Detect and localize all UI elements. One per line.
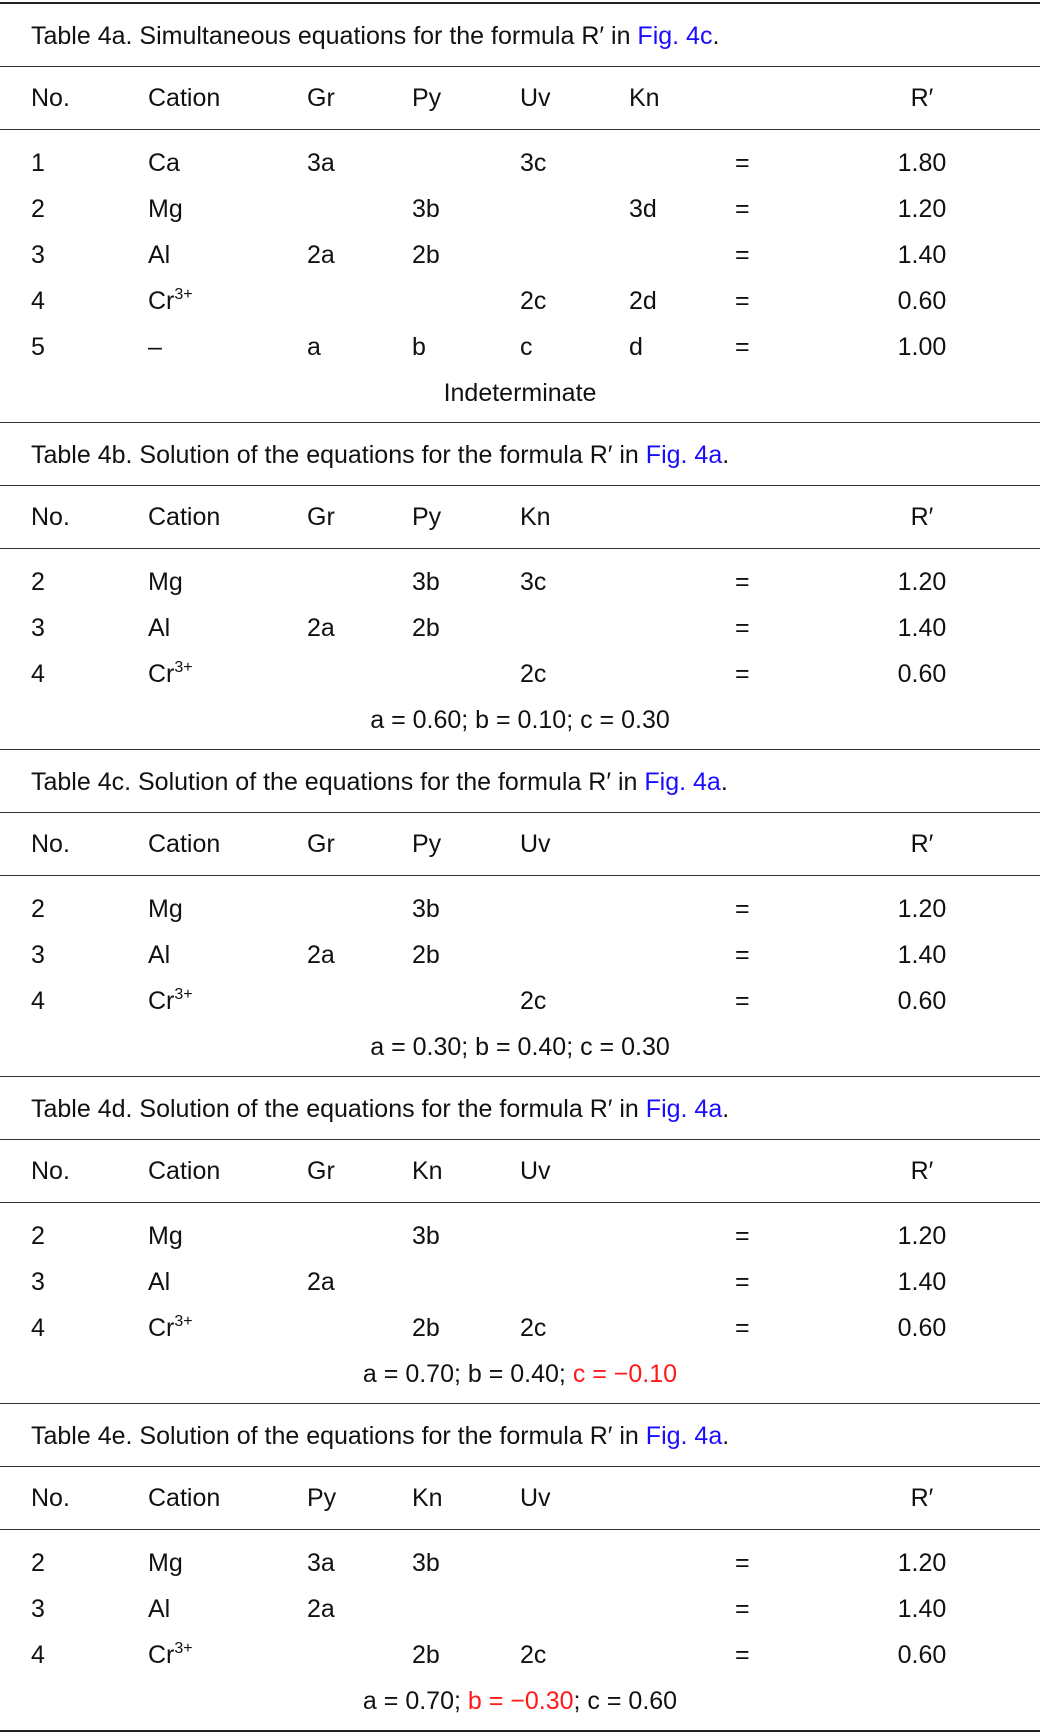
cell-text: 2b	[412, 1314, 440, 1342]
table-cell	[148, 559, 183, 605]
figure-link[interactable]: Fig. 4c	[637, 22, 713, 50]
cell-text: 3b	[412, 895, 440, 923]
charge-superscript: 3+	[174, 1640, 193, 1657]
note-text: a = 0.70; b = 0.40;	[362, 1360, 573, 1388]
column-header-r: R′	[910, 84, 934, 112]
table-cell	[148, 1259, 170, 1305]
table-cell	[412, 186, 440, 232]
table-cell	[148, 1586, 170, 1632]
table-cell	[412, 1540, 440, 1586]
figure-link[interactable]: Fig. 4a	[645, 441, 723, 469]
equals-sign: =	[735, 241, 750, 269]
r-value: 0.60	[897, 287, 947, 315]
table-cell	[629, 186, 657, 232]
cell-text: Cr	[148, 287, 175, 315]
cell-text: 3c	[520, 149, 547, 177]
equals-sign: =	[735, 941, 750, 969]
table-cell	[31, 1213, 45, 1259]
table-cell	[31, 186, 45, 232]
table-cell	[148, 886, 183, 932]
table-body	[0, 1203, 1040, 1403]
table-cell	[412, 324, 426, 370]
cell-text: Mg	[148, 895, 183, 923]
cell-text: 3b	[412, 1549, 440, 1577]
table-row	[0, 1305, 1040, 1351]
cell-text: 2a	[307, 241, 335, 269]
table-header-row	[0, 486, 1040, 549]
cell-text: 2b	[412, 614, 440, 642]
cell-text: 4	[31, 660, 45, 688]
table-cell	[412, 886, 440, 932]
table-cell	[31, 1586, 45, 1632]
table-cell	[31, 1632, 45, 1678]
caption-end: .	[720, 768, 728, 796]
charge-superscript: 3+	[174, 659, 193, 676]
table-row	[0, 1632, 1040, 1678]
table-cell	[307, 232, 335, 278]
cell-text: 2c	[520, 1641, 547, 1669]
table-row	[0, 932, 1040, 978]
cell-text: Cr	[148, 987, 175, 1015]
table-cell	[412, 605, 440, 651]
r-value: 1.20	[897, 895, 947, 923]
table-body	[0, 1530, 1040, 1730]
table-cell	[31, 324, 45, 370]
caption-end: .	[722, 1095, 730, 1123]
table-section	[0, 422, 1040, 749]
cell-text: 3	[31, 1595, 45, 1623]
column-header: No.	[31, 1484, 70, 1512]
r-value: 1.20	[897, 1549, 947, 1577]
cell-text: Al	[148, 941, 171, 969]
table-cell	[31, 278, 45, 324]
table-cell	[148, 605, 170, 651]
column-header: No.	[31, 503, 70, 531]
equals-sign: =	[735, 1641, 750, 1669]
table-cell	[412, 1632, 440, 1678]
table-header-row	[0, 813, 1040, 876]
table-cell	[31, 140, 45, 186]
table-cell	[520, 1632, 546, 1678]
cell-text: 2b	[412, 941, 440, 969]
solution-note	[0, 1351, 1040, 1397]
table-body	[0, 549, 1040, 749]
table-cell	[307, 1586, 335, 1632]
caption-text: Table 4c. Solution of the equations for the formula R′ in	[31, 768, 645, 796]
table-row	[0, 1213, 1040, 1259]
table-cell	[31, 605, 45, 651]
column-header: Gr	[307, 1157, 335, 1185]
cell-text: 2c	[520, 287, 547, 315]
cell-text: 2a	[307, 614, 335, 642]
column-header: Gr	[307, 830, 335, 858]
figure-link[interactable]: Fig. 4a	[645, 1095, 723, 1123]
table-cell	[31, 232, 45, 278]
column-header: Py	[307, 1484, 337, 1512]
column-header: Py	[412, 830, 442, 858]
table-cell	[148, 186, 183, 232]
r-value: 1.20	[897, 568, 947, 596]
cell-text: a	[307, 333, 321, 361]
table-cell	[412, 932, 440, 978]
table-row	[0, 605, 1040, 651]
charge-superscript: 3+	[174, 286, 193, 303]
cell-text: Al	[148, 241, 171, 269]
cell-text: Al	[148, 614, 171, 642]
table-cell	[307, 932, 335, 978]
column-header: Gr	[307, 503, 335, 531]
table-cell	[31, 886, 45, 932]
table-cell	[148, 1305, 193, 1351]
cell-text: 3b	[412, 1222, 440, 1250]
solution-note	[0, 1024, 1040, 1070]
cell-text: 2c	[520, 987, 547, 1015]
equals-sign: =	[735, 987, 750, 1015]
cell-text: Cr	[148, 1314, 175, 1342]
table-row	[0, 559, 1040, 605]
table-cell	[148, 932, 170, 978]
column-header: Cation	[148, 503, 221, 531]
column-header: Py	[412, 84, 442, 112]
table-body	[0, 876, 1040, 1076]
cell-text: 2a	[307, 1595, 335, 1623]
cell-text: 5	[31, 333, 45, 361]
equals-sign: =	[735, 149, 750, 177]
equals-sign: =	[735, 660, 750, 688]
table-cell	[31, 651, 45, 697]
cell-text: 2	[31, 1549, 45, 1577]
charge-superscript: 3+	[174, 986, 193, 1003]
r-value: 0.60	[897, 1641, 947, 1669]
cell-text: 2b	[412, 241, 440, 269]
cell-text: b	[412, 333, 426, 361]
charge-superscript: 3+	[174, 1313, 193, 1330]
column-header: Kn	[520, 503, 551, 531]
cell-text: 3	[31, 241, 45, 269]
table-cell	[148, 1632, 193, 1678]
column-header: Cation	[148, 84, 221, 112]
table-caption	[0, 1076, 1040, 1140]
table-cell	[31, 559, 45, 605]
r-value: 1.20	[897, 195, 947, 223]
note-text: a = 0.30; b = 0.40; c = 0.30	[370, 1033, 670, 1061]
column-header: Kn	[412, 1157, 443, 1185]
equals-sign: =	[735, 1314, 750, 1342]
cell-text: Ca	[148, 149, 180, 177]
table-row	[0, 886, 1040, 932]
equals-sign: =	[735, 195, 750, 223]
table-caption	[0, 4, 1040, 67]
table-cell	[520, 559, 546, 605]
cell-text: Al	[148, 1595, 171, 1623]
table-caption	[0, 1403, 1040, 1467]
cell-text: 2	[31, 568, 45, 596]
table-row	[0, 140, 1040, 186]
note-text: ; c = 0.60	[573, 1687, 678, 1715]
caption-end: .	[722, 441, 730, 469]
figure-link[interactable]: Fig. 4a	[644, 768, 721, 796]
cell-text: 2a	[307, 941, 335, 969]
cell-text: 3b	[412, 568, 440, 596]
table-cell	[520, 324, 533, 370]
cell-text: Mg	[148, 1549, 183, 1577]
table-cell	[307, 1259, 335, 1305]
caption-text: Table 4e. Solution of the equations for the formula R′ in	[31, 1422, 646, 1450]
table-cell	[148, 1540, 183, 1586]
cell-text: 2	[31, 195, 45, 223]
table-row	[0, 186, 1040, 232]
table-section	[0, 1076, 1040, 1403]
cell-text: 2c	[520, 1314, 547, 1342]
table-row	[0, 1259, 1040, 1305]
cell-text: 3a	[307, 149, 335, 177]
caption-end: .	[712, 22, 720, 50]
caption-text: Table 4b. Solution of the equations for the formula R′ in	[31, 441, 646, 469]
cell-text: 3a	[307, 1549, 335, 1577]
negative-value: b = −0.30	[467, 1687, 574, 1715]
table-header-row	[0, 67, 1040, 130]
table-cell	[629, 324, 643, 370]
column-header: Uv	[520, 84, 551, 112]
equals-sign: =	[735, 895, 750, 923]
column-header: Py	[412, 503, 442, 531]
table-cell	[629, 278, 657, 324]
cell-text: 2	[31, 1222, 45, 1250]
table-cell	[148, 1213, 183, 1259]
solution-note	[0, 1678, 1040, 1724]
equals-sign: =	[735, 287, 750, 315]
table-cell	[412, 1213, 440, 1259]
table-cell	[148, 324, 162, 370]
table-cell	[307, 605, 335, 651]
r-value: 1.40	[897, 1268, 947, 1296]
caption-text: Table 4a. Simultaneous equations for the formula R′ in	[31, 22, 638, 50]
table-cell	[520, 651, 546, 697]
equals-sign: =	[735, 568, 750, 596]
table-row	[0, 978, 1040, 1024]
column-header: No.	[31, 84, 70, 112]
table-body	[0, 130, 1040, 422]
r-value: 1.40	[897, 241, 947, 269]
figure-link[interactable]: Fig. 4a	[645, 1422, 723, 1450]
equals-sign: =	[735, 1549, 750, 1577]
cell-text: 2b	[412, 1641, 440, 1669]
caption-end: .	[722, 1422, 730, 1450]
column-header-r: R′	[910, 830, 934, 858]
table-caption	[0, 422, 1040, 486]
table-section	[0, 1403, 1040, 1730]
r-value: 1.20	[897, 1222, 947, 1250]
cell-text: 2d	[629, 287, 657, 315]
cell-text: 1	[31, 149, 45, 177]
cell-text: Cr	[148, 660, 175, 688]
cell-text: 2c	[520, 660, 547, 688]
table-header-row	[0, 1140, 1040, 1203]
table-cell	[31, 978, 45, 1024]
column-header: No.	[31, 830, 70, 858]
table-section	[0, 749, 1040, 1076]
table-section	[0, 4, 1040, 422]
table-cell	[31, 932, 45, 978]
negative-value: c = −0.10	[572, 1360, 678, 1388]
cell-text: 3	[31, 1268, 45, 1296]
table-cell	[520, 278, 546, 324]
table-cell	[412, 1305, 440, 1351]
table-cell	[148, 278, 193, 324]
table-cell	[31, 1540, 45, 1586]
cell-text: 3c	[520, 568, 547, 596]
r-value: 1.40	[897, 941, 947, 969]
table-cell	[307, 140, 335, 186]
column-header: Cation	[148, 1157, 221, 1185]
cell-text: 3	[31, 941, 45, 969]
note-text: Indeterminate	[443, 379, 597, 407]
table-cell	[520, 1305, 546, 1351]
cell-text: 3	[31, 614, 45, 642]
column-header: Uv	[520, 1157, 551, 1185]
table-cell	[148, 978, 193, 1024]
solution-note	[0, 370, 1040, 416]
r-value: 1.80	[897, 149, 947, 177]
cell-text: Cr	[148, 1641, 175, 1669]
cell-text: 4	[31, 987, 45, 1015]
note-text: a = 0.60; b = 0.10; c = 0.30	[370, 706, 670, 734]
table-cell	[307, 1540, 335, 1586]
r-value: 1.00	[897, 333, 947, 361]
table-row	[0, 278, 1040, 324]
table-cell	[412, 559, 440, 605]
column-header: Cation	[148, 1484, 221, 1512]
tables-container	[0, 2, 1040, 1732]
table-cell	[148, 651, 193, 697]
table-row	[0, 324, 1040, 370]
table-row	[0, 1540, 1040, 1586]
cell-text: 4	[31, 1314, 45, 1342]
cell-text: Mg	[148, 1222, 183, 1250]
equals-sign: =	[735, 333, 750, 361]
equals-sign: =	[735, 614, 750, 642]
column-header: Uv	[520, 830, 551, 858]
cell-text: Mg	[148, 195, 183, 223]
table-row	[0, 232, 1040, 278]
column-header: Uv	[520, 1484, 551, 1512]
table-header-row	[0, 1467, 1040, 1530]
cell-text: 4	[31, 287, 45, 315]
table-row	[0, 651, 1040, 697]
cell-text: 2	[31, 895, 45, 923]
cell-text: 3d	[629, 195, 657, 223]
table-cell	[412, 232, 440, 278]
table-cell	[307, 324, 321, 370]
column-header-r: R′	[910, 503, 934, 531]
equals-sign: =	[735, 1222, 750, 1250]
column-header: Gr	[307, 84, 335, 112]
cell-text: –	[148, 333, 162, 361]
table-cell	[148, 232, 170, 278]
table-row	[0, 1586, 1040, 1632]
cell-text: 3b	[412, 195, 440, 223]
r-value: 1.40	[897, 1595, 947, 1623]
column-header: Kn	[412, 1484, 443, 1512]
r-value: 1.40	[897, 614, 947, 642]
r-value: 0.60	[897, 1314, 947, 1342]
table-cell	[520, 140, 546, 186]
equals-sign: =	[735, 1595, 750, 1623]
cell-text: Al	[148, 1268, 171, 1296]
table-cell	[31, 1305, 45, 1351]
table-caption	[0, 749, 1040, 813]
caption-text: Table 4d. Solution of the equations for the formula R′ in	[31, 1095, 646, 1123]
cell-text: 2a	[307, 1268, 335, 1296]
column-header-r: R′	[910, 1484, 934, 1512]
r-value: 0.60	[897, 660, 947, 688]
r-value: 0.60	[897, 987, 947, 1015]
note-text: a = 0.70;	[362, 1687, 468, 1715]
column-header-r: R′	[910, 1157, 934, 1185]
cell-text: 4	[31, 1641, 45, 1669]
cell-text: d	[629, 333, 643, 361]
table-cell	[520, 978, 546, 1024]
solution-note	[0, 697, 1040, 743]
cell-text: Mg	[148, 568, 183, 596]
equals-sign: =	[735, 1268, 750, 1296]
column-header: Cation	[148, 830, 221, 858]
table-cell	[148, 140, 180, 186]
column-header: Kn	[629, 84, 660, 112]
table-cell	[31, 1259, 45, 1305]
cell-text: c	[520, 333, 533, 361]
column-header: No.	[31, 1157, 70, 1185]
